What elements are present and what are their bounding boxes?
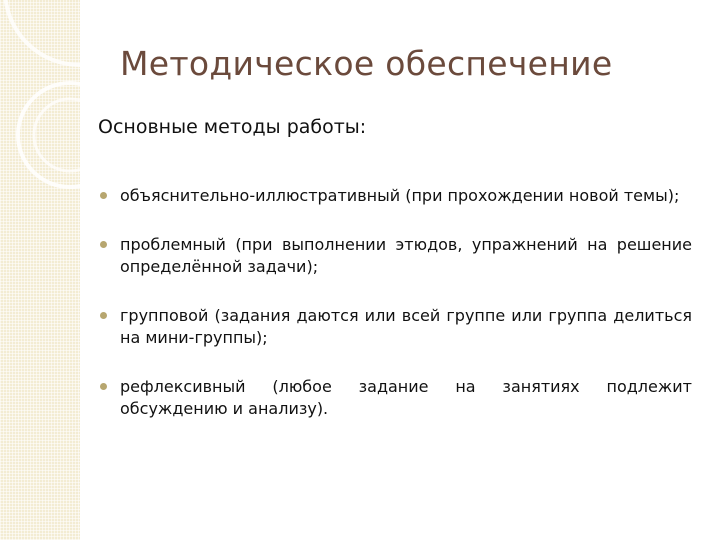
bullet-icon <box>100 383 107 390</box>
list-item-text: объяснительно-иллюстративный (при прохождении новой темы); <box>120 186 680 205</box>
bullet-icon <box>100 192 107 199</box>
decorative-circles-graphic <box>0 0 80 540</box>
decorative-left-band <box>0 0 80 540</box>
list-item-text: рефлексивный (любое задание на занятиях подлежит обсуждению и анализу). <box>120 377 692 418</box>
slide-title: Методическое обеспечение <box>120 44 613 83</box>
list-item-text: проблемный (при выполнении этюдов, упражнений на решение определённой задачи); <box>120 235 692 276</box>
list-item <box>98 376 692 420</box>
list-item <box>98 185 692 207</box>
bullet-icon <box>100 241 107 248</box>
list-item <box>98 234 692 278</box>
methods-list <box>98 185 692 447</box>
bullet-icon <box>100 312 107 319</box>
list-item <box>98 305 692 349</box>
list-item-text: групповой (задания даются или всей группе или группа делиться на мини-группы); <box>120 306 692 347</box>
slide-subtitle: Основные методы работы: <box>98 116 367 138</box>
